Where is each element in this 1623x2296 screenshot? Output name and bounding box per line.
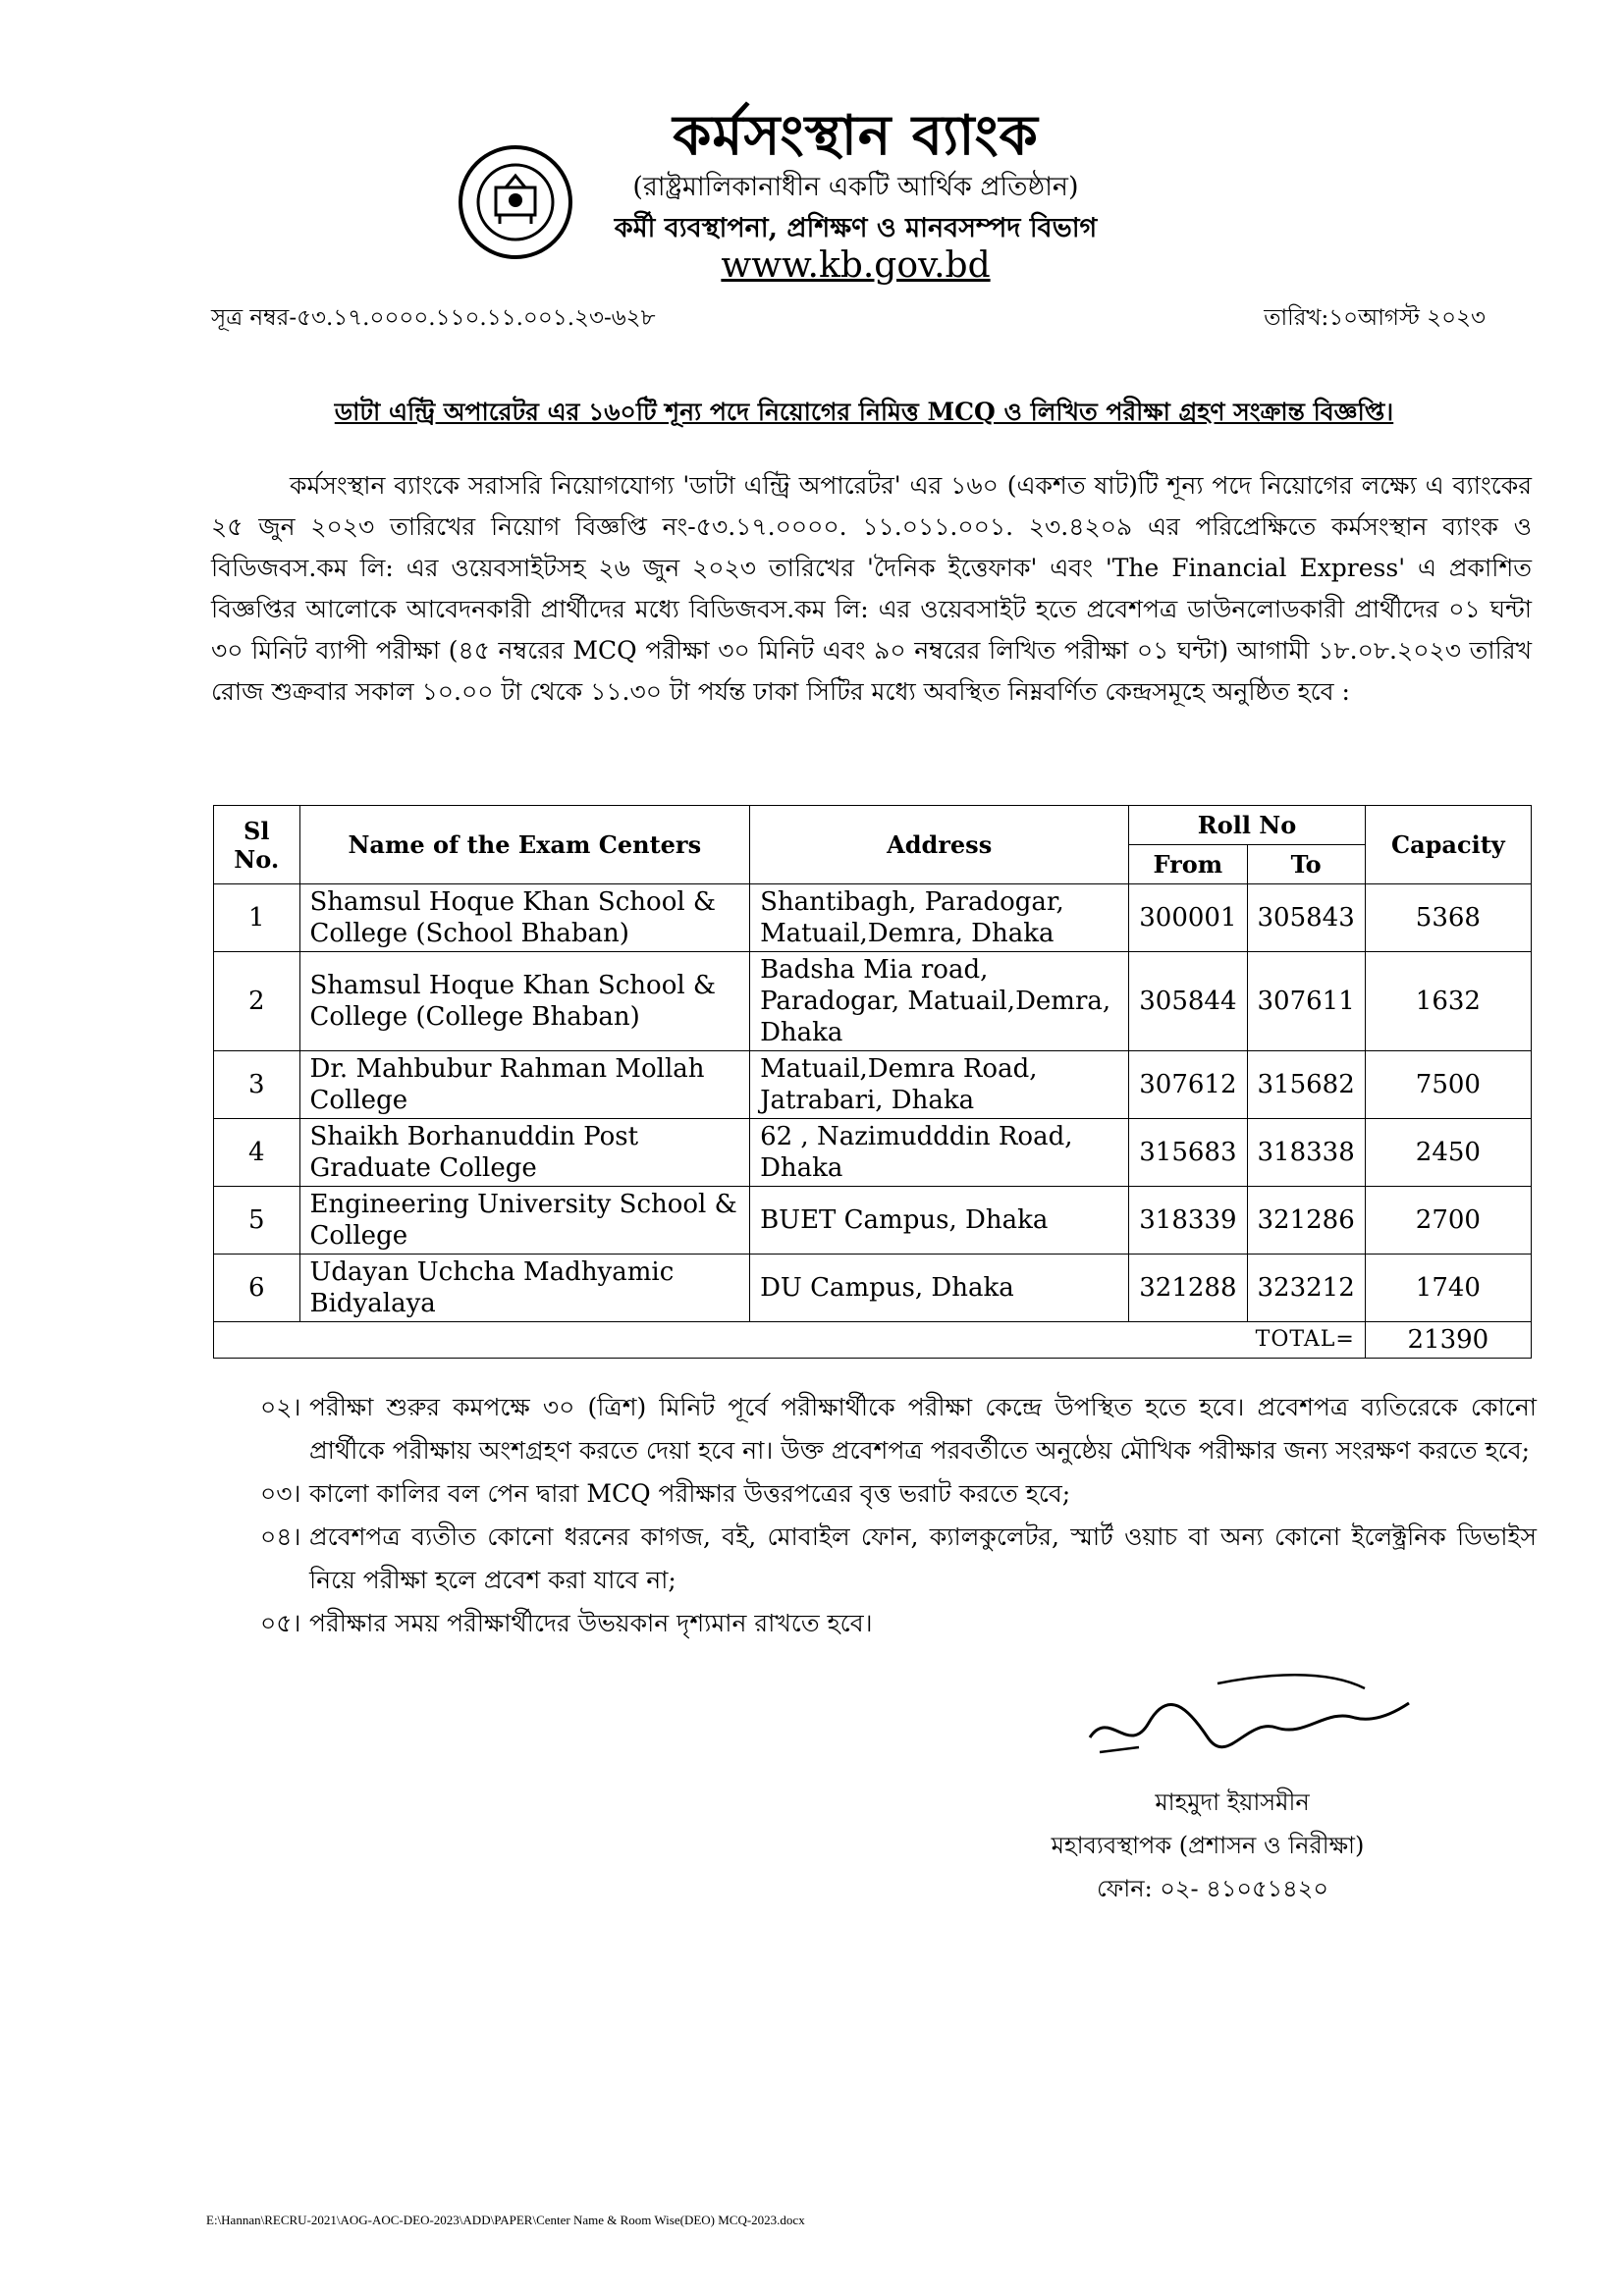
row-capacity: 7500 — [1365, 1051, 1531, 1119]
total-value: 21390 — [1365, 1322, 1531, 1359]
item-number: ০৪। — [260, 1522, 301, 1551]
table-row — [214, 1255, 1532, 1322]
row-roll-to: 318338 — [1247, 1119, 1365, 1187]
row-sl: 3 — [214, 1051, 300, 1119]
item-number: ০২। — [260, 1393, 301, 1421]
file-path-footer: E:\Hannan\RECRU-2021\AOG-AOC-DEO-2023\ADD\PAPER\Center Name & Room Wise(DEO) MCQ-2023.docx — [206, 2213, 805, 2227]
item-text: পরীক্ষা শুরুর কমপক্ষে ৩০ (ত্রিশ) মিনিট পূর্বে পরীক্ষার্থীকে পরীক্ষা কেন্দ্রে উপস্থিত হতে হবে। প্রবেশপত্র ব্যতিরেকে কোনো প্রার্থীকে পরীক্ষায় অংশগ্রহণ করতে দেয়া হবে না। উক্ত প্রবেশপত্র পরবর্তীতে অনুষ্ঠেয় মৌখিক পরীক্ষার জন্য সংরক্ষণ করতে হবে; — [309, 1393, 1537, 1465]
row-address: DU Campus, Dhaka — [750, 1255, 1129, 1322]
row-roll-to: 305843 — [1247, 884, 1365, 952]
header-center-name: Name of the Exam Centers — [299, 806, 750, 884]
table-row — [214, 884, 1532, 952]
signatory-name: মাহমুদা ইয়াসমীন — [1155, 1789, 1310, 1816]
total-label: TOTAL= — [214, 1322, 1366, 1359]
exam-centers-table — [213, 805, 1532, 1359]
item-text: পরীক্ষার সময় পরীক্ষার্থীদের উভয়কান দৃশ্যমান রাখতে হবে। — [309, 1609, 873, 1637]
item-text: কালো কালির বল পেন দ্বারা MCQ পরীক্ষার উত্তরপত্রের বৃত্ত ভরাট করতে হবে; — [309, 1479, 1071, 1508]
row-sl: 4 — [214, 1119, 300, 1187]
row-address: Badsha Mia road, Paradogar, Matuail,Demra, Dhaka — [750, 952, 1129, 1051]
row-sl: 5 — [214, 1187, 300, 1255]
list-item — [260, 1602, 1537, 1645]
row-address: BUET Campus, Dhaka — [750, 1187, 1129, 1255]
row-address: Matuail,Demra Road, Jatrabari, Dhaka — [750, 1051, 1129, 1119]
row-center-name: Udayan Uchcha Madhyamic Bidyalaya — [299, 1255, 750, 1322]
notice-body: কর্মসংস্থান ব্যাংকে সরাসরি নিয়োগযোগ্য 'ডাটা এন্ট্রি অপারেটর' এর ১৬০ (একশত ষাট)টি শূন্য পদে নিয়োগের লক্ষ্যে এ ব্যাংকের ২৫ জুন ২০২৩ তারিখের নিয়োগ বিজ্ঞপ্তি নং-৫৩.১৭.০০০০. ১১.০১১.০০১. ২৩.৪২০৯ এর পরিপ্রেক্ষিতে কর্মসংস্থান ব্যাংক ও বিডিজবস.কম লি: এর ওয়েবসাইটসহ ২৬ জুন ২০২৩ তারিখের 'দৈনিক ইত্তেফাক' এবং 'The Financial Express' এ প্রকাশিত বিজ্ঞপ্তির আলোকে আবেদনকারী প্রার্থীদের মধ্যে বিডিজবস.কম লি: এর ওয়েবসাইট হতে প্রবেশপত্র ডাউনলোডকারী প্রার্থীদের ০১ ঘন্টা ৩০ মিনিট ব্যাপী পরীক্ষা (৪৫ নম্বরের MCQ পরীক্ষা ৩০ মিনিট এবং ৯০ নম্বরের লিখিত পরীক্ষা ০১ ঘন্টা) আগামী ১৮.০৮.২০২৩ তারিখ রোজ শুক্রবার সকাল ১০.০০ টা থেকে ১১.৩০ টা পর্যন্ত ঢাকা সিটির মধ্যে অবস্থিত নিম্নবর্ণিত কেন্দ্রসমূহে অনুষ্ঠিত হবে : — [211, 471, 1532, 706]
row-roll-from: 321288 — [1129, 1255, 1247, 1322]
row-roll-to: 321286 — [1247, 1187, 1365, 1255]
row-roll-from: 315683 — [1129, 1119, 1247, 1187]
row-roll-to: 307611 — [1247, 952, 1365, 1051]
header-roll-from: From — [1129, 845, 1247, 884]
header-address: Address — [750, 806, 1129, 884]
list-item — [260, 1386, 1537, 1472]
row-roll-to: 315682 — [1247, 1051, 1365, 1119]
signatory-phone: ফোন: ০২- ৪১০৫১৪২০ — [1097, 1875, 1328, 1902]
table-row — [214, 1051, 1532, 1119]
list-item — [260, 1472, 1537, 1516]
row-roll-from: 300001 — [1129, 884, 1247, 952]
table-total-row — [214, 1322, 1532, 1359]
row-roll-from: 307612 — [1129, 1051, 1247, 1119]
list-item — [260, 1516, 1537, 1602]
header-roll-to: To — [1247, 845, 1365, 884]
header-capacity: Capacity — [1365, 806, 1531, 884]
row-capacity: 2450 — [1365, 1119, 1531, 1187]
header-sl: Sl No. — [214, 806, 300, 884]
handwritten-signature — [1070, 1669, 1443, 1777]
org-subtitle: (রাষ্ট্রমালিকানাধীন একটি আর্থিক প্রতিষ্ঠান) — [632, 172, 1079, 202]
row-sl: 6 — [214, 1255, 300, 1322]
row-center-name: Shaikh Borhanuddin Post Graduate College — [299, 1119, 750, 1187]
notice-subject: ডাটা এন্ট্রি অপারেটর এর ১৬০টি শূন্য পদে নিয়োগের নিমিত্ত MCQ ও লিখিত পরীক্ষা গ্রহণ সংক্রান্ত বিজ্ঞপ্তি। — [334, 398, 1394, 426]
row-roll-to: 323212 — [1247, 1255, 1365, 1322]
row-capacity: 5368 — [1365, 884, 1531, 952]
row-center-name: Shamsul Hoque Khan School & College (College Bhaban) — [299, 952, 750, 1051]
row-capacity: 1632 — [1365, 952, 1531, 1051]
row-roll-from: 318339 — [1129, 1187, 1247, 1255]
row-address: 62 , Nazimudddin Road, Dhaka — [750, 1119, 1129, 1187]
row-capacity: 1740 — [1365, 1255, 1531, 1322]
item-number: ০৫। — [260, 1609, 301, 1637]
org-name: কর্মসংস্থান ব্যাংক — [673, 103, 1039, 168]
item-text: প্রবেশপত্র ব্যতীত কোনো ধরনের কাগজ, বই, মোবাইল ফোন, ক্যালকুলেটর, স্মার্ট ওয়াচ বা অন্য কোনো ইলেক্ট্রনিক ডিভাইস নিয়ে পরীক্ষা হলে প্রবেশ করা যাবে না; — [309, 1522, 1537, 1594]
header-roll-no: Roll No — [1129, 806, 1366, 845]
row-center-name: Shamsul Hoque Khan School & College (School Bhaban) — [299, 884, 750, 952]
table-row — [214, 952, 1532, 1051]
instructions-list — [260, 1386, 1537, 1645]
row-sl: 2 — [214, 952, 300, 1051]
row-center-name: Dr. Mahbubur Rahman Mollah College — [299, 1051, 750, 1119]
row-sl: 1 — [214, 884, 300, 952]
website-link[interactable]: www.kb.gov.bd — [721, 245, 991, 286]
table-row — [214, 1187, 1532, 1255]
memo-number: সূত্র নম্বর-৫৩.১৭.০০০০.১১০.১১.০০১.২৩-৬২৮ — [211, 305, 656, 331]
item-number: ০৩। — [260, 1479, 301, 1508]
row-capacity: 2700 — [1365, 1187, 1531, 1255]
row-address: Shantibagh, Paradogar, Matuail,Demra, Dhaka — [750, 884, 1129, 952]
table-row — [214, 1119, 1532, 1187]
row-center-name: Engineering University School & College — [299, 1187, 750, 1255]
signatory-title: মহাব্যবস্থাপক (প্রশাসন ও নিরীক্ষা) — [1051, 1832, 1365, 1859]
department-name: কর্মী ব্যবস্থাপনা, প্রশিক্ষণ ও মানবসম্পদ বিভাগ — [614, 213, 1098, 243]
memo-date: তারিখ:১০আগস্ট ২০২৩ — [1264, 305, 1486, 331]
row-roll-from: 305844 — [1129, 952, 1247, 1051]
